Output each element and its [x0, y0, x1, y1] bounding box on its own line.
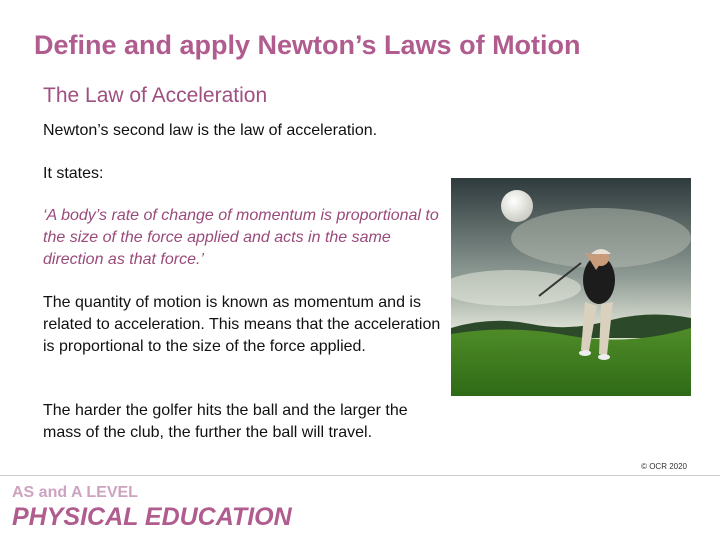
brand-level: AS and A LEVEL [12, 484, 138, 501]
law-quote: ‘A body’s rate of change of momentum is proportional to the size of the force applied and acts in the same direction as that force.’ [43, 207, 439, 268]
paragraph-states: It states: [43, 165, 104, 182]
paragraph-intro: Newton’s second law is the law of acceleration. [43, 122, 378, 139]
golf-ball-icon [501, 190, 533, 222]
slide-title: Define and apply Newton’s Laws of Motion [34, 30, 581, 60]
footer-divider [0, 475, 720, 476]
paragraph-golfer: The harder the golfer hits the ball and the larger the mass of the club, the further the ball will travel. [43, 402, 408, 441]
slide-subtitle: The Law of Acceleration [43, 84, 268, 107]
brand-subject: PHYSICAL EDUCATION [12, 503, 292, 531]
copyright-notice: © OCR 2020 [641, 462, 687, 471]
paragraph-momentum: The quantity of motion is known as momentum and is related to acceleration. This means that the acceleration is proportional to the size of the force applied. [43, 294, 441, 355]
golfer-photo [451, 178, 691, 396]
